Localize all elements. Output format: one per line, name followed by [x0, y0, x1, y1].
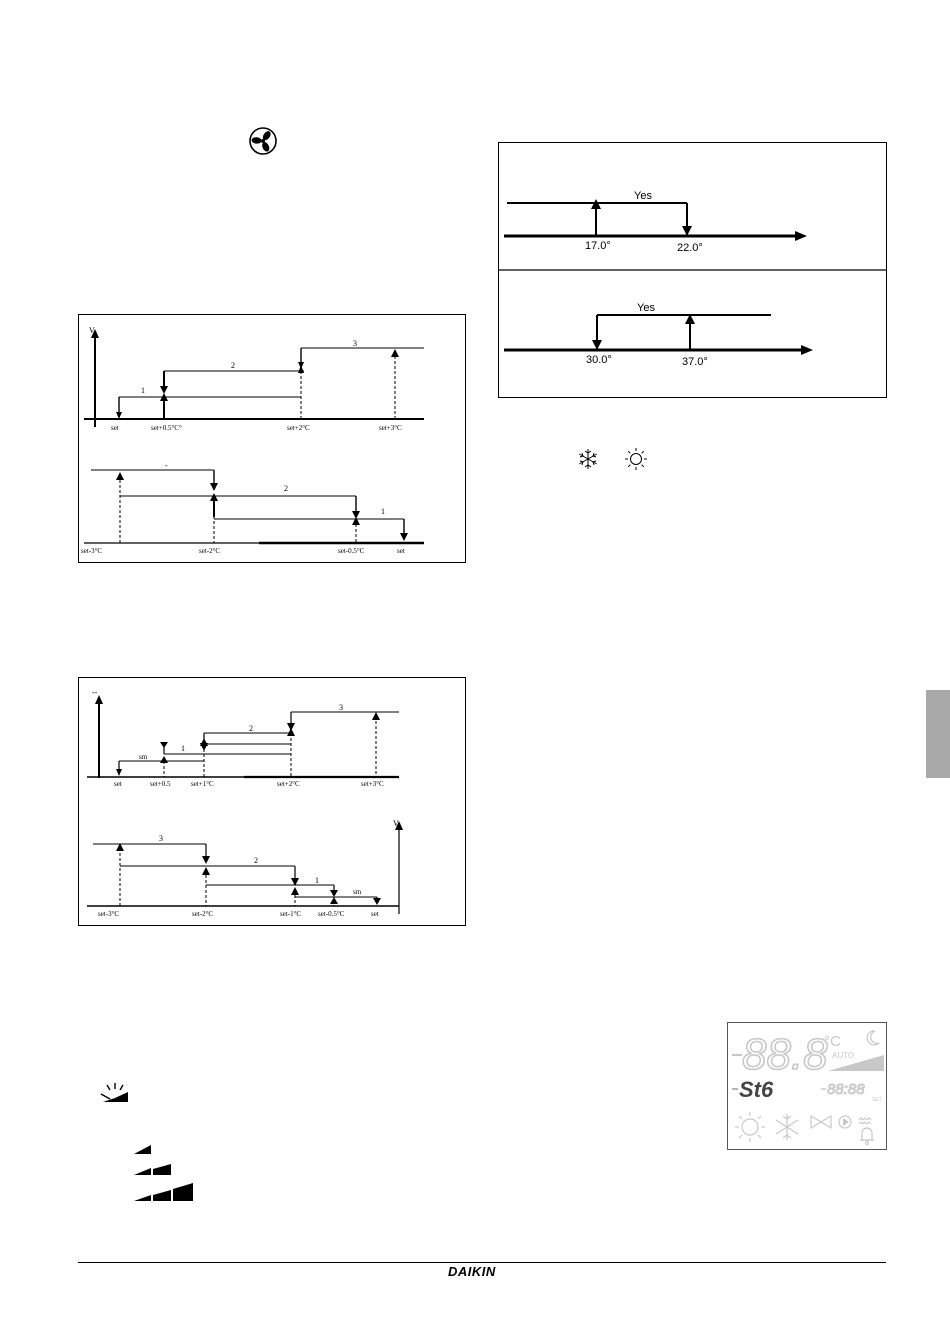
tick-label: set	[114, 780, 122, 788]
snowflake-icon	[577, 448, 599, 470]
step-label: 2	[231, 361, 235, 370]
lcd-snowflake-icon	[776, 1114, 798, 1140]
step-label: 3	[159, 834, 163, 843]
lcd-time-digits: 88:88	[827, 1081, 865, 1098]
lcd-unit: °C	[824, 1033, 841, 1050]
tick-label: set-0.5°C	[318, 910, 345, 918]
hysteresis-high-value: 22.0°	[677, 242, 703, 254]
hysteresis-yes-label: Yes	[637, 302, 655, 314]
step-label: 1	[181, 744, 185, 753]
axis-label: Vₜ	[393, 819, 402, 828]
sun-icon	[624, 447, 648, 471]
step-label: 3	[339, 703, 343, 712]
step-label: 2	[254, 856, 258, 865]
brand-logo: DAIKIN	[448, 1264, 496, 1279]
lcd-display	[727, 1022, 887, 1150]
fan-icon	[248, 126, 278, 156]
step-label: 1	[315, 876, 319, 885]
tick-label: set-2°C	[192, 910, 214, 918]
moon-icon	[867, 1031, 879, 1045]
lcd-main-digits: 88.8	[742, 1030, 828, 1079]
axis-label: --	[92, 688, 98, 697]
lcd-set-label: SET	[872, 1097, 882, 1103]
tick-label: set-2°C	[199, 547, 221, 555]
hysteresis-yes-label: Yes	[634, 190, 652, 202]
lcd-alarm-icon	[860, 1128, 874, 1145]
step-label: 3	[353, 339, 357, 348]
step-label: sm	[353, 888, 362, 896]
speed-3-icon	[134, 1180, 196, 1202]
speed-1-icon	[134, 1141, 152, 1155]
tick-label: set	[111, 424, 119, 432]
tick-label: set-1°C	[280, 910, 302, 918]
lcd-mode: AUTO	[832, 1051, 855, 1060]
lcd-heater-icon	[859, 1118, 871, 1124]
tick-label: set+2°C	[287, 424, 310, 432]
tick-label: set+1°C	[191, 780, 214, 788]
hysteresis-diagram	[498, 142, 887, 398]
step-label: 2	[284, 484, 288, 493]
tick-label: set+2°C	[277, 780, 300, 788]
lcd-sub-digits: St6	[739, 1077, 774, 1102]
manual-fan-icon	[100, 1082, 130, 1106]
tick-label: set+0.5	[150, 780, 171, 788]
speed-2-icon	[134, 1160, 174, 1176]
lcd-sun-icon	[735, 1112, 765, 1142]
chapter-tab	[926, 690, 950, 778]
tick-label: set	[371, 910, 379, 918]
step-label: -	[165, 461, 168, 470]
step-label: 1	[381, 507, 385, 516]
footer-rule	[78, 1262, 886, 1263]
fan-speed-chart-3-step	[78, 314, 466, 563]
step-label: 2	[249, 724, 253, 733]
fan-speed-chart-4-step	[78, 677, 466, 926]
step-label: sm	[139, 753, 148, 761]
tick-label: set	[397, 547, 405, 555]
tick-label: set-3°C	[98, 910, 120, 918]
hysteresis-low-value: 17.0°	[585, 240, 611, 252]
tick-label: set-3°C	[81, 547, 103, 555]
axis-label: Vₑ	[89, 326, 97, 335]
hysteresis-low-value: 30.0°	[586, 354, 612, 366]
tick-label: set+3°C	[379, 424, 402, 432]
tick-label: set-0.5°C	[338, 547, 365, 555]
tick-label: set+3°C	[361, 780, 384, 788]
step-label: 1	[141, 386, 145, 395]
tick-label: set+0.5°C°	[151, 424, 182, 432]
lcd-valve-icon	[811, 1116, 831, 1128]
hysteresis-high-value: 37.0°	[682, 356, 708, 368]
lcd-pump-icon	[839, 1116, 851, 1128]
